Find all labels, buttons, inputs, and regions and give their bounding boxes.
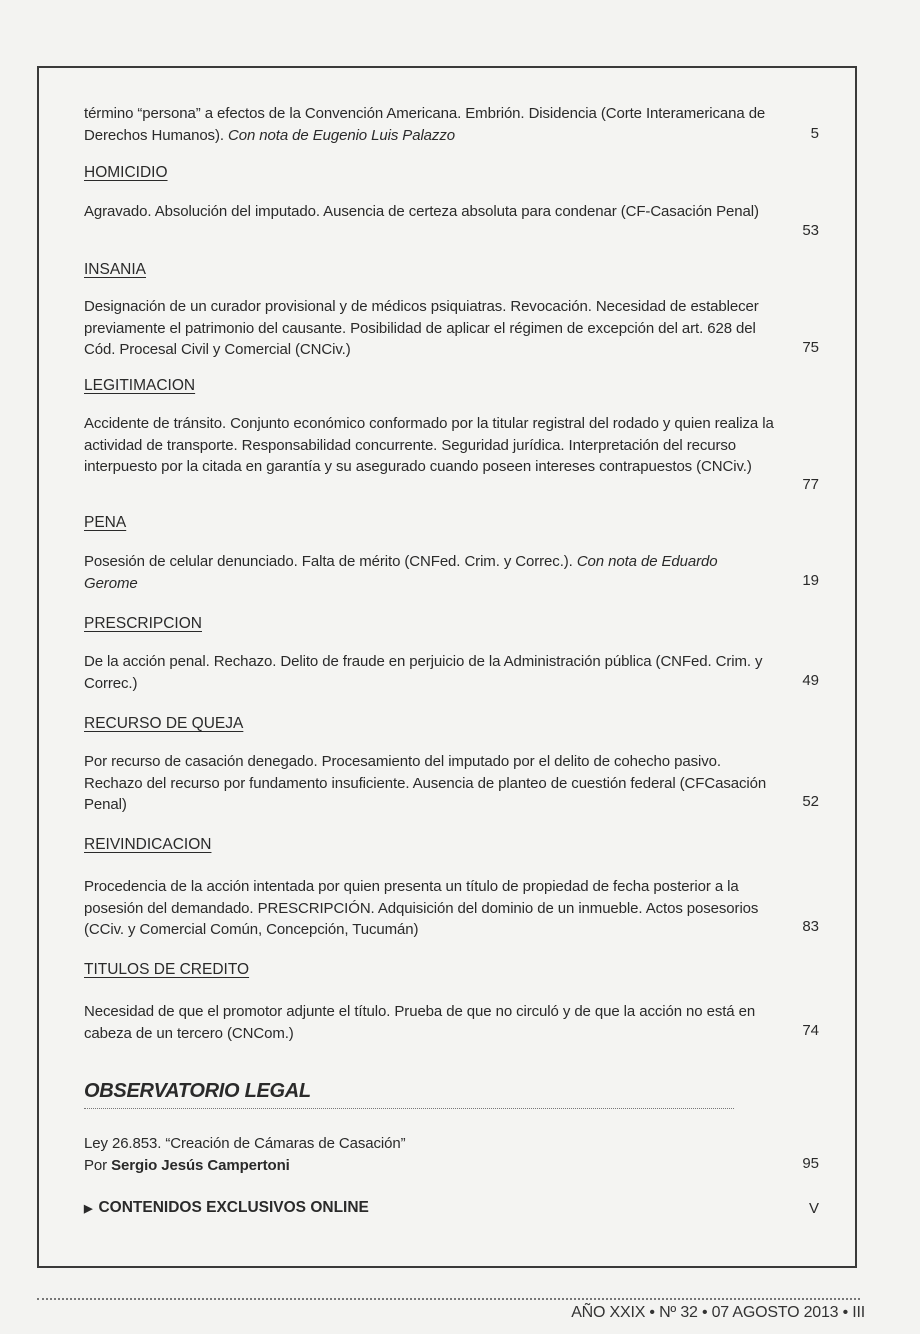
- heading-recurso-de-queja: RECURSO DE QUEJA: [84, 715, 244, 732]
- play-triangle-icon: ▶: [84, 1203, 93, 1215]
- page-number: 19: [802, 572, 819, 589]
- section-title-observatorio: OBSERVATORIO LEGAL: [84, 1080, 311, 1102]
- index-entry-homicidio: Agravado. Absolución del imputado. Ausencia de certeza absoluta para condenar (CF-Casación Penal): [84, 203, 759, 220]
- page-number: 83: [802, 918, 819, 935]
- page-number: V: [808, 1200, 819, 1217]
- page-number: 95: [802, 1155, 819, 1172]
- page-number: 53: [802, 222, 819, 239]
- section-divider: [84, 1108, 734, 1109]
- page-number: 49: [802, 672, 819, 689]
- index-entry-insania: Designación de un curador provisional y de médicos psiquiatras. Revocación. Necesidad de establecer previamente el patrimonio del causante. Posibilidad de aplicar el régimen de excepción del art. 628 del Cód. Procesal Civil y Comercial (CNCiv.): [84, 298, 759, 358]
- index-entry-embrion: término “persona” a efectos de la Convención Americana. Embrión. Disidencia (Corte Interamericana de Derechos Humanos). Con nota de Eugenio Luis Palazzo: [84, 105, 766, 144]
- index-entry-recurso-de-queja: Por recurso de casación denegado. Procesamiento del imputado por el delito de cohecho pasivo. Rechazo del recurso por fundamento insuficiente. Ausencia de planteo de cuestión federal (CFCasación Penal): [84, 753, 767, 813]
- heading-legitimacion: LEGITIMACION: [84, 377, 196, 394]
- index-entry-pena: Posesión de celular denunciado. Falta de mérito (CNFed. Crim. y Correc.). Con nota de Eduardo Gerome: [84, 553, 718, 592]
- index-frame: [37, 66, 857, 1268]
- heading-pena: PENA: [84, 514, 127, 531]
- index-entry-reivindicacion: Procedencia de la acción intentada por quien presenta un título de propiedad de fecha posterior a la posesión del demandado. PRESCRIPCIÓN. Adquisición del dominio de un inmueble. Actos posesorios (CCiv. y Comercial Común, Concepción, Tucumán): [84, 878, 759, 938]
- page-number: 77: [802, 476, 819, 493]
- page-footer: AÑO XXIX • Nº 32 • 07 AGOSTO 2013 • III: [571, 1304, 865, 1321]
- heading-titulos-de-credito: TITULOS DE CREDITO: [84, 961, 250, 978]
- index-entry-legitimacion: Accidente de tránsito. Conjunto económico conformado por la titular registral del rodado y quien realiza la actividad de transporte. Responsabilidad concurrente. Seguridad jurídica. Interpretación del recurso interpuesto por la citada en garantía y su asegurado cuando poseen intereses contrapuestos (CNCiv.): [84, 415, 774, 475]
- heading-prescripcion: PRESCRIPCION: [84, 615, 202, 632]
- page-number: 52: [802, 793, 819, 810]
- online-contents-link[interactable]: ▶ CONTENIDOS EXCLUSIVOS ONLINE: [84, 1199, 369, 1216]
- footer-divider: [37, 1298, 860, 1300]
- heading-homicidio: HOMICIDIO: [84, 164, 168, 181]
- index-entry-titulos-de-credito: Necesidad de que el promotor adjunte el título. Prueba de que no circuló y de que la acción no está en cabeza de un tercero (CNCom.): [84, 1003, 756, 1042]
- page-number: 5: [810, 125, 819, 142]
- index-entry-prescripcion: De la acción penal. Rechazo. Delito de fraude en perjuicio de la Administración pública (CNFed. Crim. y Correc.): [84, 653, 763, 692]
- index-entry-observatorio: Ley 26.853. “Creación de Cámaras de Casación” Por Sergio Jesús Campertoni: [84, 1135, 406, 1174]
- heading-reivindicacion: REIVINDICACION: [84, 836, 212, 853]
- page-number: 75: [802, 339, 819, 356]
- heading-insania: INSANIA: [84, 261, 147, 278]
- page-number: 74: [802, 1022, 819, 1039]
